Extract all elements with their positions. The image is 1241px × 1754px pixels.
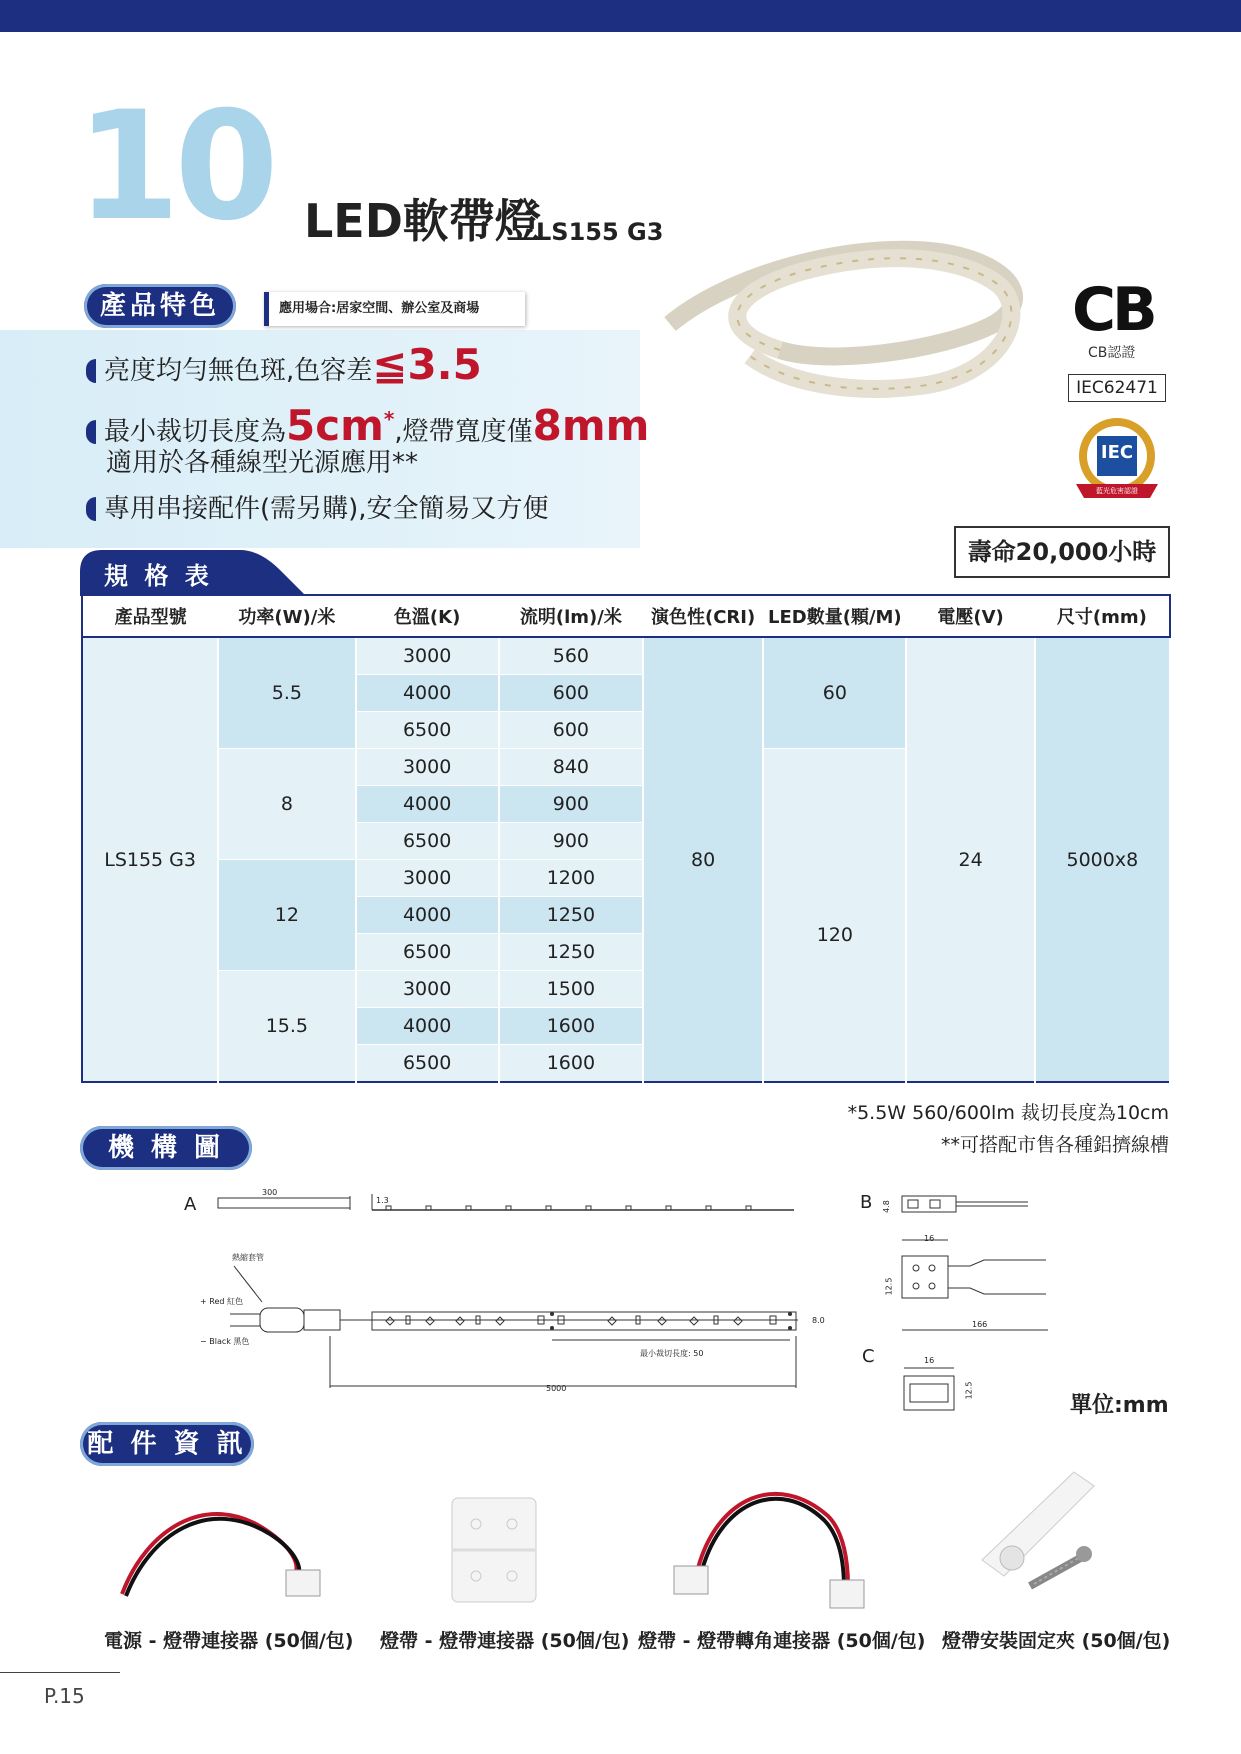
cct-cell: 4000 — [356, 897, 499, 934]
cct-cell: 4000 — [356, 786, 499, 823]
size-cell: 5000x8 — [1035, 637, 1170, 1082]
feature-line-3: 適用於各種線型光源應用** — [106, 448, 419, 478]
dim-label: 5000 — [546, 1384, 567, 1393]
unit-label: 單位:mm — [1070, 1393, 1169, 1418]
cct-cell: 3000 — [356, 749, 499, 786]
feature-text: 專用串接配件(需另購),安全簡易又方便 — [104, 494, 549, 524]
feature-text: ,燈帶寬度僅 — [394, 417, 533, 447]
cct-cell: 3000 — [356, 971, 499, 1008]
lumen-cell: 1250 — [499, 934, 643, 971]
power-cell: 5.5 — [218, 637, 355, 749]
lumen-cell: 1250 — [499, 897, 643, 934]
lumen-cell: 1500 — [499, 971, 643, 1008]
cct-cell: 6500 — [356, 823, 499, 860]
dim-label: 4.8 — [881, 1200, 891, 1213]
top-banner — [0, 0, 1241, 32]
col-header-cri: 演色性(CRI) — [643, 595, 763, 637]
dim-label: 166 — [972, 1320, 988, 1329]
feature-line-1 — [86, 340, 482, 389]
cct-cell: 3000 — [356, 637, 499, 675]
power-cell: 12 — [218, 860, 355, 971]
table-row — [82, 637, 1170, 675]
min-cut-label: 最小裁切長度: 50 — [640, 1349, 704, 1358]
cct-cell: 6500 — [356, 934, 499, 971]
cct-cell: 3000 — [356, 860, 499, 897]
feature-text: 亮度均勻無色斑,色容差 — [104, 356, 373, 386]
accessory-label: 燈帶安裝固定夾 (50個/包) — [942, 1630, 1171, 1652]
lumen-cell: 600 — [499, 675, 643, 712]
accessory-label: 電源 - 燈帶連接器 (50個/包) — [104, 1630, 354, 1652]
dim-label: 8.0 — [812, 1316, 825, 1325]
strip-connector-icon — [446, 1490, 546, 1610]
feature-line-4 — [86, 492, 549, 526]
power-cell: 15.5 — [218, 971, 355, 1083]
lumen-cell: 560 — [499, 637, 643, 675]
lumen-cell: 900 — [499, 823, 643, 860]
bullet-icon — [86, 359, 96, 383]
dim-label: 16 — [924, 1356, 935, 1365]
voltage-cell: 24 — [906, 637, 1034, 1082]
lumen-cell: 900 — [499, 786, 643, 823]
corner-connector-icon — [668, 1476, 878, 1616]
accessory-label: 燈帶 - 燈帶連接器 (50個/包) — [380, 1630, 630, 1652]
col-header-voltage: 電壓(V) — [906, 595, 1034, 637]
iec-ribbon-text: 藍光危害認證 — [1096, 487, 1138, 495]
spec-tab-label: 規 格 表 — [104, 562, 213, 590]
col-header-size: 尺寸(mm) — [1035, 595, 1170, 637]
lumen-cell: 1200 — [499, 860, 643, 897]
col-header-cct: 色溫(K) — [356, 595, 499, 637]
feature-value: ≦3.5 — [372, 340, 482, 389]
connector-b-drawing — [888, 1190, 1068, 1340]
power-connector-icon — [116, 1490, 336, 1610]
mechanism-pill: 機 構 圖 — [80, 1126, 252, 1170]
led-count-cell: 120 — [763, 749, 906, 1083]
col-header-led-count: LED數量(顆/M) — [763, 595, 906, 637]
led-strip-image — [660, 236, 1040, 436]
drawing-label-b: B — [860, 1192, 873, 1213]
accessory-label: 燈帶 - 燈帶轉角連接器 (50個/包) — [638, 1630, 926, 1652]
section-number: 10 — [76, 80, 273, 254]
feature-mark: * — [383, 407, 395, 431]
feature-value: 8mm — [532, 401, 650, 450]
mounting-clip-icon — [974, 1460, 1124, 1610]
drawing-label-c: C — [862, 1346, 875, 1367]
col-header-model: 產品型號 — [82, 595, 218, 637]
bullet-icon — [86, 420, 96, 444]
black-wire-label: − Black 黑色 — [200, 1337, 250, 1346]
lumen-cell: 1600 — [499, 1045, 643, 1083]
bullet-icon — [86, 497, 96, 521]
cri-cell: 80 — [643, 637, 763, 1082]
cct-cell: 4000 — [356, 1008, 499, 1045]
usage-note: 應用場合:居家空間、辦公室及商場 — [264, 292, 525, 326]
cct-cell: 4000 — [356, 675, 499, 712]
lumen-cell: 840 — [499, 749, 643, 786]
lifetime-box: 壽命20,000小時 — [954, 526, 1170, 578]
heat-shrink-label: 熱縮套管 — [232, 1253, 264, 1262]
led-count-cell: 60 — [763, 637, 906, 749]
dim-label: 1.3 — [376, 1196, 389, 1205]
feature-value: 5cm — [286, 401, 384, 450]
dim-label: 12.5 — [884, 1277, 894, 1296]
accessories-pill: 配 件 資 訊 — [80, 1422, 254, 1466]
page-title: LED軟帶燈 — [304, 194, 541, 248]
dim-label: 16 — [924, 1234, 935, 1243]
features-pill: 產品特色 — [84, 284, 236, 328]
lumen-cell: 600 — [499, 712, 643, 749]
red-wire-label: + Red 紅色 — [200, 1297, 243, 1306]
cb-logo: CB — [1072, 275, 1154, 345]
cb-cert-label: CB認證 — [1088, 345, 1136, 361]
col-header-lumen: 流明(lm)/米 — [499, 595, 643, 637]
connector-c-drawing — [900, 1354, 970, 1416]
page-number: P.15 — [44, 1684, 85, 1708]
model-subtitle: LS155 G3 — [536, 218, 664, 246]
power-cell: 8 — [218, 749, 355, 860]
dim-label: 300 — [262, 1188, 278, 1197]
spec-table — [81, 594, 1171, 1083]
drawing-label-a: A — [184, 1194, 197, 1215]
model-cell: LS155 G3 — [82, 637, 218, 1082]
cct-cell: 6500 — [356, 1045, 499, 1083]
dim-label: 12.5 — [964, 1381, 974, 1400]
spec-note-2: **可搭配市售各種鋁擠線槽 — [940, 1134, 1169, 1156]
feature-line-2 — [86, 402, 649, 449]
iec-code-badge: IEC62471 — [1068, 374, 1166, 402]
feature-text: 最小裁切長度為 — [104, 417, 287, 447]
strip-drawing — [190, 1186, 830, 1396]
iec-logo-text: IEC — [1100, 442, 1134, 463]
col-header-power: 功率(W)/米 — [218, 595, 355, 637]
footer-divider — [0, 1672, 120, 1673]
spec-note-1: *5.5W 560/600lm 裁切長度為10cm — [847, 1102, 1169, 1124]
cct-cell: 6500 — [356, 712, 499, 749]
iec-badge-icon — [1066, 414, 1168, 506]
lumen-cell: 1600 — [499, 1008, 643, 1045]
